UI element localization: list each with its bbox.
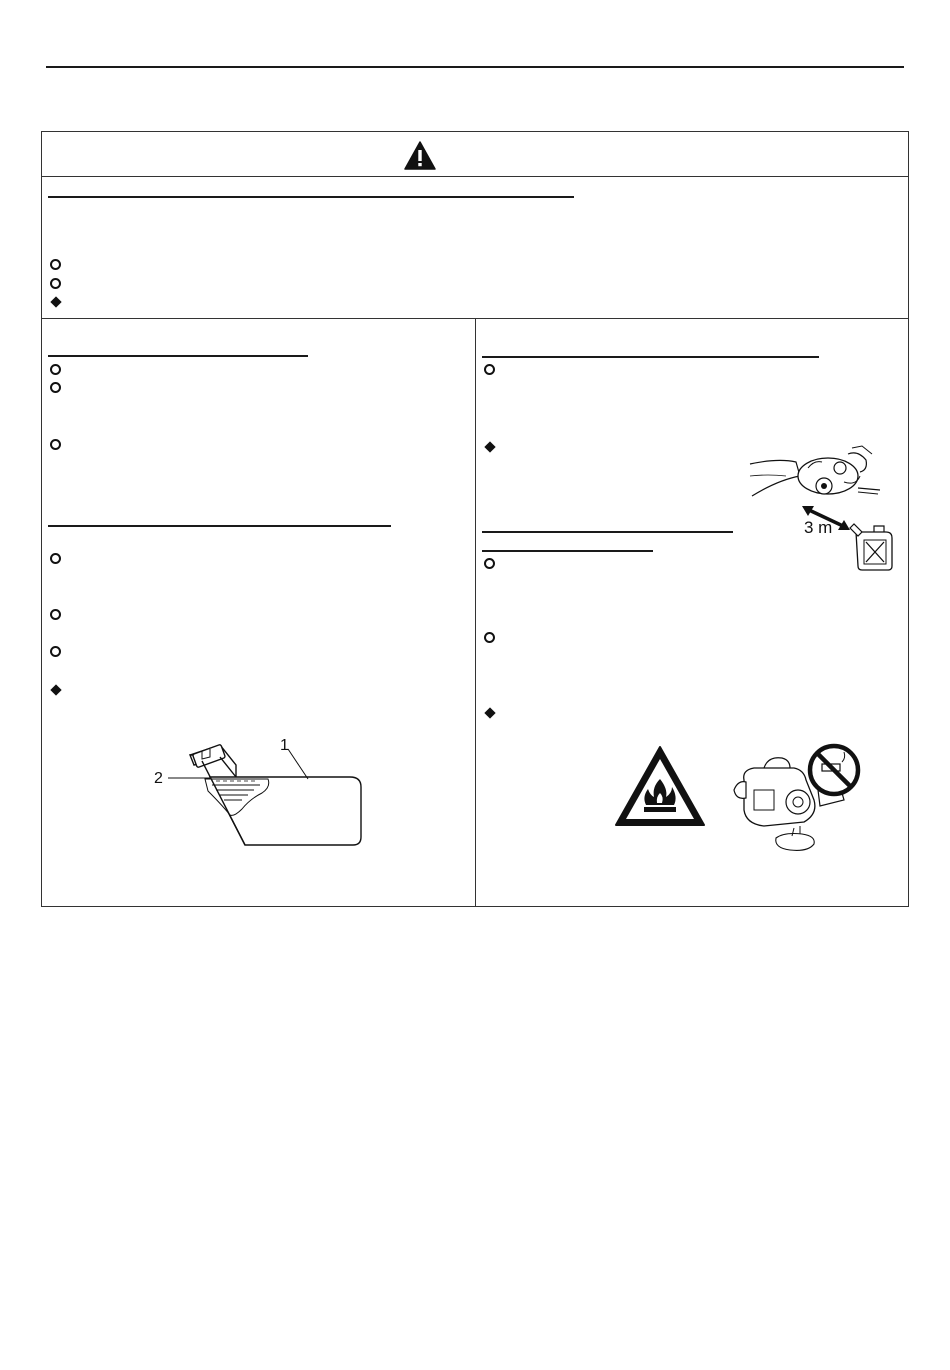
left-bullet-circle-3 [50, 439, 61, 450]
column-divider [475, 318, 476, 907]
right-bullet-circle-2 [484, 558, 495, 569]
left-bullet-circle-4 [50, 553, 61, 564]
callout-2: 2 [154, 770, 163, 787]
right-heading-rule-3 [482, 550, 653, 552]
right-bullet-circle-1 [484, 364, 495, 375]
hedge-trimmer-illustration [748, 446, 883, 506]
right-bullet-circle-3 [484, 632, 495, 643]
right-heading-rule-1 [482, 356, 819, 358]
no-smoking-engine-illustration [734, 740, 864, 856]
right-heading-rule-2 [482, 531, 733, 533]
left-bullet-circle-6 [50, 646, 61, 657]
left-heading-rule-2 [48, 525, 391, 527]
left-heading-rule-1 [48, 355, 308, 357]
page-top-rule [46, 66, 904, 68]
intro-heading-rule [48, 196, 574, 198]
fuel-tank-diagram [150, 735, 380, 850]
warning-triangle-icon [404, 141, 436, 170]
intro-bullet-circle-2 [50, 278, 61, 289]
left-bullet-circle-2 [50, 382, 61, 393]
warning-header-divider [41, 176, 909, 177]
fuel-can-icon [846, 522, 894, 572]
distance-label: 3 m [804, 518, 833, 537]
callout-1: 1 [280, 737, 289, 754]
left-bullet-circle-5 [50, 609, 61, 620]
intro-bullet-circle-1 [50, 259, 61, 270]
flammable-warning-icon [614, 745, 706, 827]
left-bullet-circle-1 [50, 364, 61, 375]
